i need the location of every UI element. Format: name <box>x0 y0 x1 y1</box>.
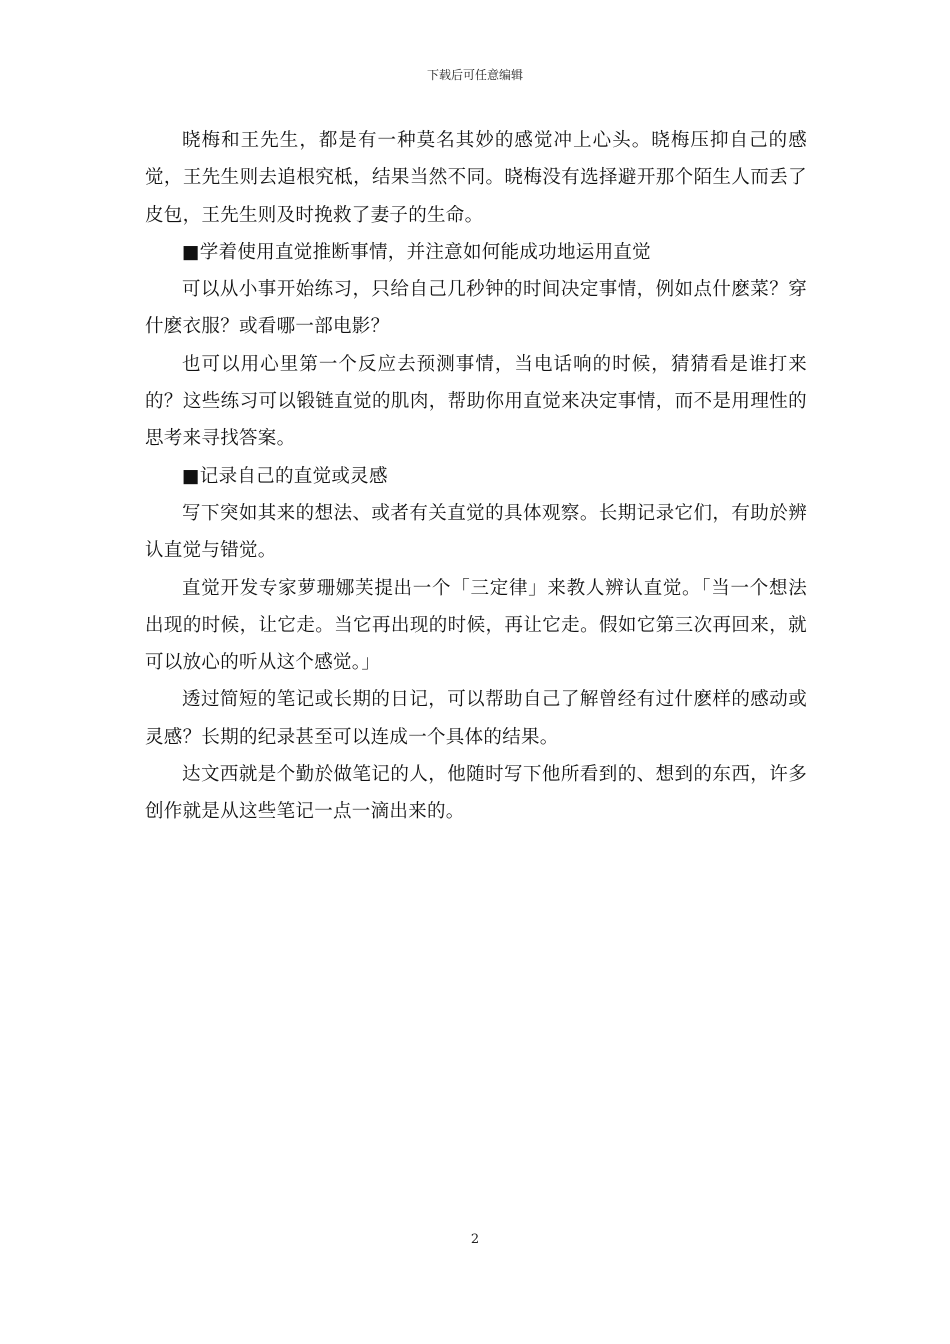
page-header: 下载后可任意编辑 <box>426 68 523 82</box>
paragraph-6: 透过简短的笔记或长期的日记，可以帮助自己了解曾经有过什麽样的感动或灵感？长期的纪录甚至可以连成一个具体的结果。 <box>145 689 807 748</box>
page-number: 2 <box>470 1232 480 1247</box>
paragraph-3: 也可以用心里第一个反应去预测事情，当电话响的时候，猜猜看是谁打来的？这些练习可以锻链直觉的肌肉，帮助你用直觉来决定事情，而不是用理性的思考来寻找答案。 <box>145 353 807 450</box>
document-body <box>145 122 807 831</box>
paragraph-5: 直觉开发专家萝珊娜芙提出一个「三定律」来教人辨认直觉。「当一个想法出现的时候，让它走。当它再出现的时候，再让它走。假如它第三次再回来，就可以放心的听从这个感觉。」 <box>145 577 807 674</box>
paragraph-7: 达文西就是个勤於做笔记的人，他随时写下他所看到的、想到的东西，许多创作就是从这些笔记一点一滴出来的。 <box>145 764 807 823</box>
paragraph-4: 写下突如其来的想法、或者有关直觉的具体观察。长期记录它们，有助於辨认直觉与错觉。 <box>145 502 807 562</box>
paragraph-2: 可以从小事开始练习，只给自己几秒钟的时间决定事情，例如点什麽菜？穿什麽衣服？或看哪一部电影？ <box>145 279 807 338</box>
section-heading-intuition-practice: ■学着使用直觉推断事情，并注意如何能成功地运用直觉 <box>182 241 651 263</box>
section-heading-record-intuition: ■记录自己的直觉或灵感 <box>182 465 388 487</box>
paragraph-1: 晓梅和王先生，都是有一种莫名其妙的感觉冲上心头。晓梅压抑自己的感觉，王先生则去追根究柢，结果当然不同。晓梅没有选择避开那个陌生人而丢了皮包，王先生则及时挽救了妻子的生命。 <box>145 130 807 226</box>
